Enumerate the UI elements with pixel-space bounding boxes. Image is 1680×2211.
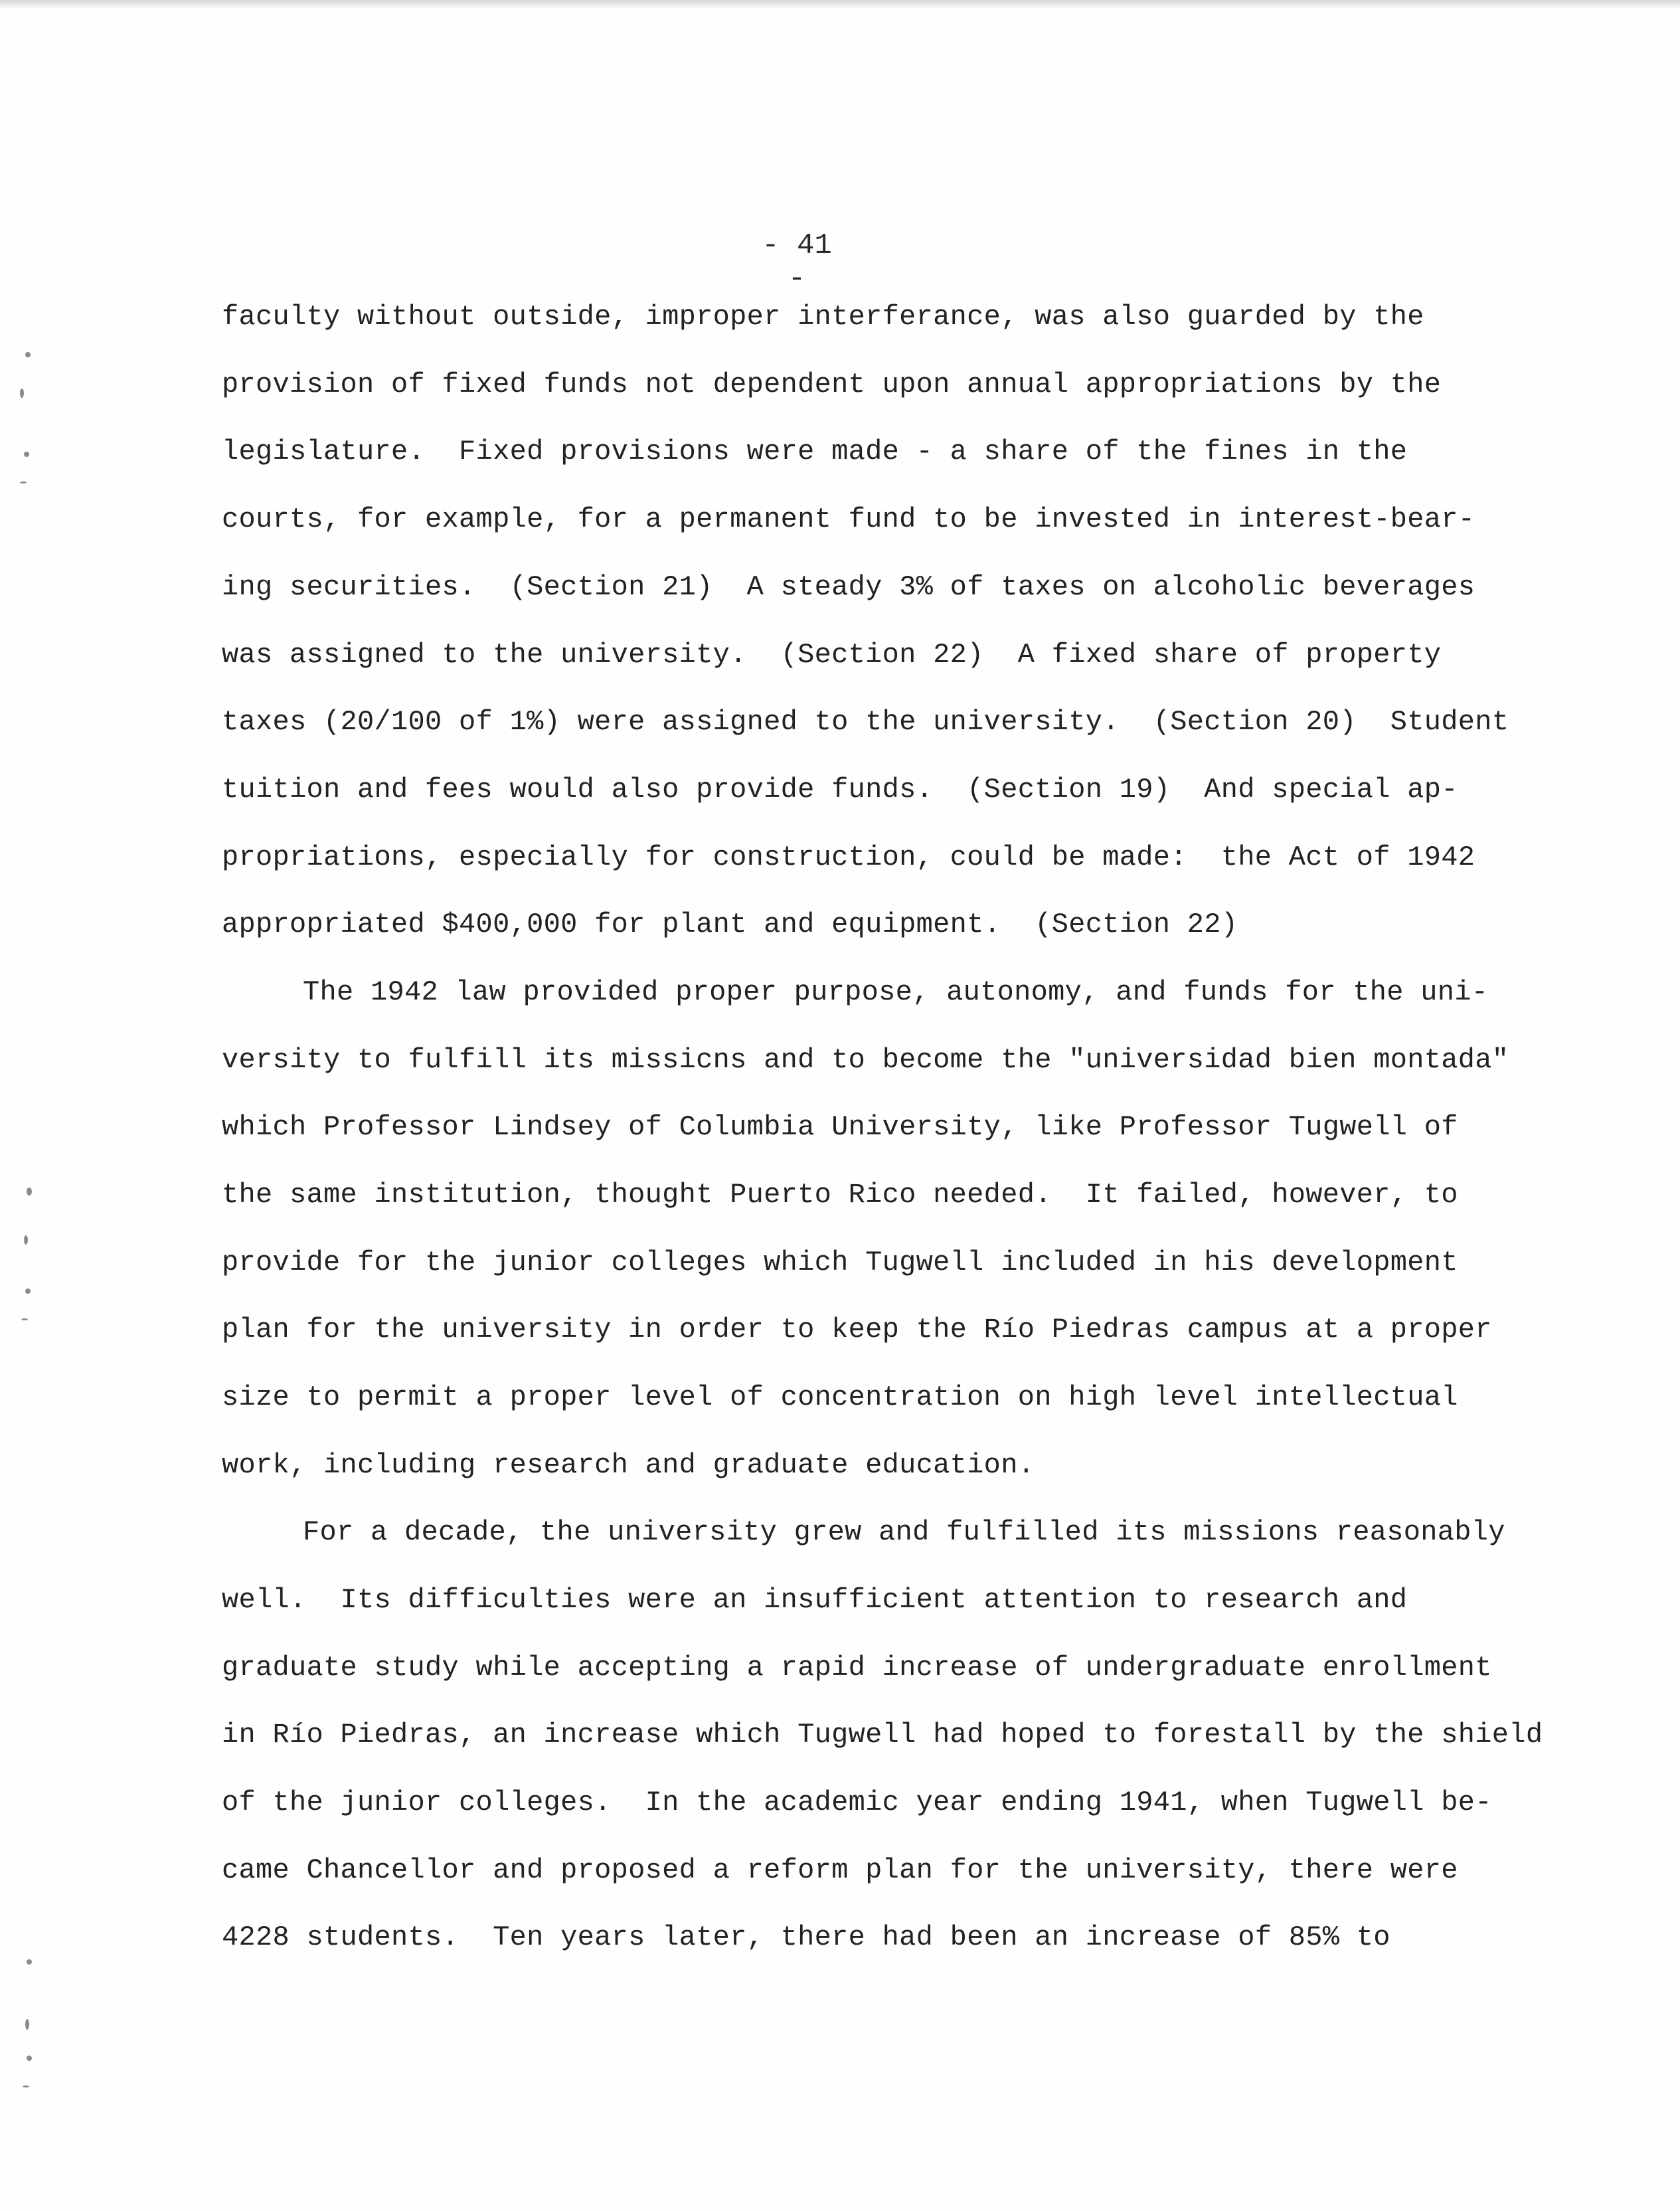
text-line: was assigned to the university. (Section 22) A fixed share of property — [222, 639, 1442, 671]
text-line: the same institution, thought Puerto Rico needed. It failed, however, to — [222, 1179, 1458, 1211]
text-line: size to permit a proper level of concentration on high level intellectual — [222, 1381, 1458, 1413]
text-line: versity to fulfill its missicns and to become the "universidad bien montada" — [222, 1044, 1509, 1076]
scan-speck — [21, 1318, 28, 1320]
text-line: provide for the junior colleges which Tugwell included in his development — [222, 1247, 1458, 1279]
text-line: appropriated $400,000 for plant and equipment. (Section 22) — [222, 909, 1238, 940]
scan-speck — [27, 1959, 32, 1965]
scan-speck — [27, 1188, 32, 1195]
page-number: - 41 - — [762, 229, 832, 296]
text-line: 4228 students. Ten years later, there had been an increase of 85% to — [222, 1921, 1390, 1953]
text-line: of the junior colleges. In the academic year ending 1941, when Tugwell be- — [222, 1787, 1492, 1818]
text-line: ing securities. (Section 21) A steady 3% of taxes on alcoholic beverages — [222, 571, 1475, 603]
text-line: courts, for example, for a permanent fund to be invested in interest-bear- — [222, 503, 1475, 535]
text-line: came Chancellor and proposed a reform plan for the university, there were — [222, 1854, 1458, 1886]
text-line: provision of fixed funds not dependent upon annual appropriations by the — [222, 369, 1442, 400]
scan-speck — [20, 389, 24, 398]
text-line: well. Its difficulties were an insufficient attention to research and — [222, 1584, 1408, 1616]
scan-speck — [24, 1235, 28, 1245]
text-line: which Professor Lindsey of Columbia University, like Professor Tugwell of — [222, 1111, 1458, 1143]
scan-speck — [23, 2085, 29, 2087]
text-line: work, including research and graduate education. — [222, 1449, 1035, 1481]
scan-top-edge — [0, 0, 1680, 9]
text-line: faculty without outside, improper interferance, was also guarded by the — [222, 301, 1424, 333]
text-line: tuition and fees would also provide funds. (Section 19) And special ap- — [222, 774, 1458, 806]
text-line: plan for the university in order to keep the Río Piedras campus at a proper — [222, 1314, 1492, 1346]
scan-speck — [25, 1288, 31, 1294]
text-line: graduate study while accepting a rapid increase of undergraduate enrollment — [222, 1652, 1492, 1684]
text-line: propriations, especially for construction, could be made: the Act of 1942 — [222, 841, 1475, 873]
text-line: The 1942 law provided proper purpose, autonomy, and funds for the uni- — [303, 976, 1489, 1008]
scan-speck — [25, 2019, 29, 2030]
text-line: legislature. Fixed provisions were made - a share of the fines in the — [222, 436, 1408, 468]
scan-speck — [27, 2056, 32, 2061]
text-line: in Río Piedras, an increase which Tugwell had hoped to forestall by the shield — [222, 1719, 1543, 1751]
text-line: For a decade, the university grew and fulfilled its missions reasonably — [303, 1516, 1505, 1548]
text-line: taxes (20/100 of 1%) were assigned to the university. (Section 20) Student — [222, 706, 1509, 738]
scan-speck — [20, 482, 27, 484]
scan-speck — [25, 352, 31, 357]
scan-speck — [24, 452, 29, 457]
